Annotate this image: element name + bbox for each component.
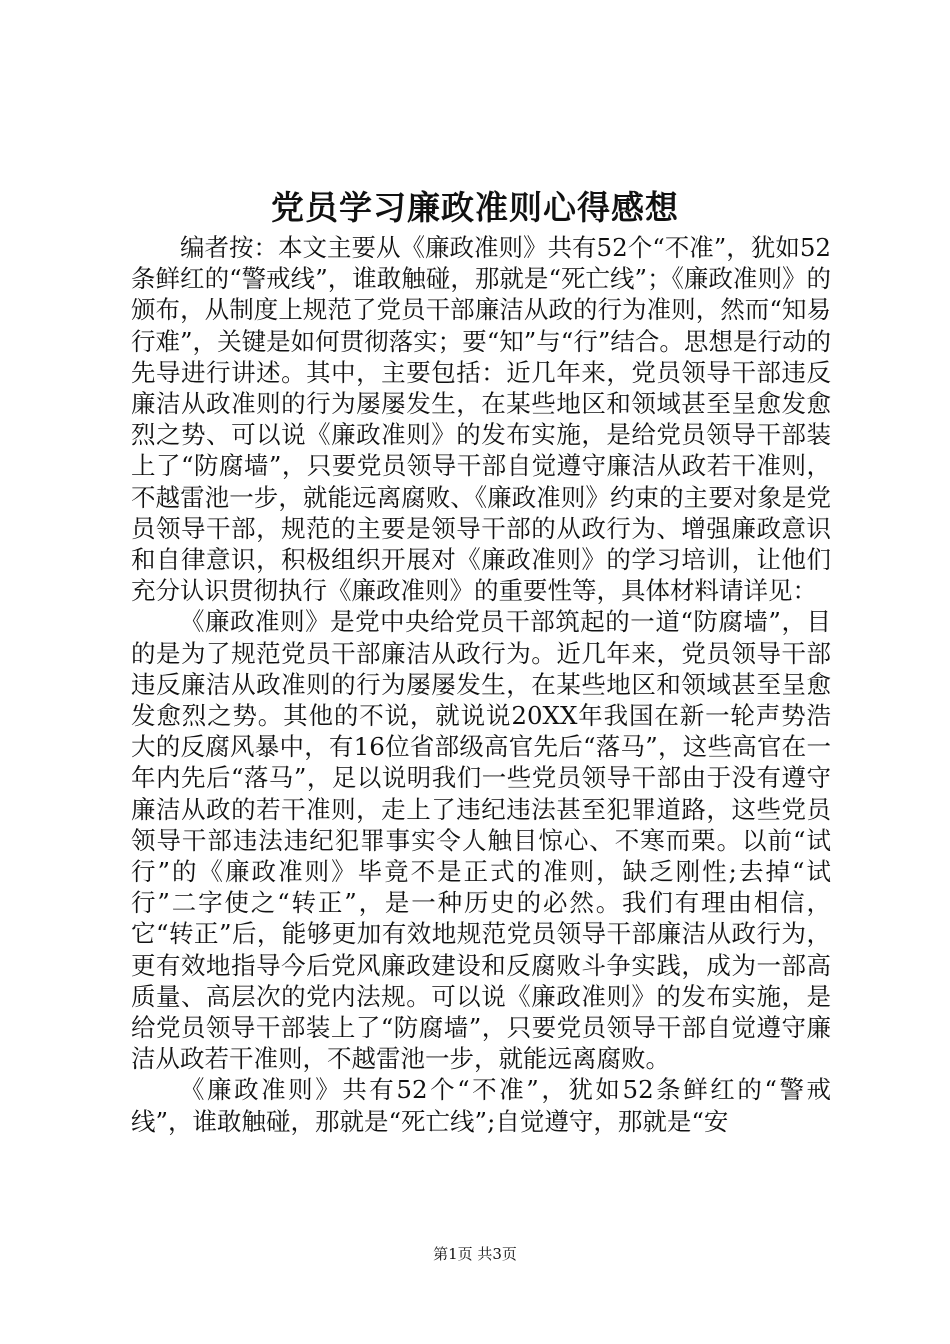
document-title: 党员学习廉政准则心得感想 [271, 188, 679, 227]
page-footer: 第1页 共3页 [433, 1245, 517, 1263]
paragraph-editor-note: 编者按：本文主要从《廉政准则》共有52个“不准”，犹如52条鲜红的“警戒线”，谁敢触碰，那就是“死亡线”；《廉政准则》的颁布，从制度上规范了党员干部廉洁从政的行为准则，然而“知易行难”，关键是如何贯彻落实；要“知”与“行”结合。思想是行动的先导进行讲述。其中，主要包括：近几年来，党员领导干部违反廉洁从政准则的行为屡屡发生，在某些地区和领域甚至呈愈发愈烈之势、可以说《廉政准则》的发布实施，是给党员领导干部装上了“防腐墙”，只要党员领导干部自觉遵守廉洁从政若干准则，不越雷池一步，就能远离腐败、《廉政准则》约束的主要对象是党员领导干部，规范的主要是领导干部的从政行为、增强廉政意识和自律意识，积极组织开展对《廉政准则》的学习培训，让他们充分认识贯彻执行《廉政准则》的重要性等，具体材料请详见： [131, 233, 831, 606]
paragraph-anti-corruption-wall: 《廉政准则》是党中央给党员干部筑起的一道“防腐墙”，目的是为了规范党员干部廉洁从政行为。近几年来，党员领导干部违反廉洁从政准则的行为屡屡发生，在某些地区和领域甚至呈愈发愈烈之势。其他的不说，就说说20XX年我国在新一轮声势浩大的反腐风暴中，有16位省部级高官先后“落马”，这些高官在一年内先后“落马”，足以说明我们一些党员领导干部由于没有遵守廉洁从政的若干准则，走上了违纪违法甚至犯罪道路，这些党员领导干部违法违纪犯罪事实令人触目惊心、不寒而栗。以前“试行”的《廉政准则》毕竟不是正式的准则，缺乏刚性;去掉“试行”二字使之“转正”，是一种历史的必然。我们有理由相信，它“转正”后，能够更加有效地规范党员领导干部廉洁从政行为，更有效地指导今后党风廉政建设和反腐败斗争实践，成为一部高质量、高层次的党内法规。可以说《廉政准则》的发布实施，是给党员领导干部装上了“防腐墙”，只要党员领导干部自觉遵守廉洁从政若干准则，不越雷池一步，就能远离腐败。 [131, 607, 831, 1074]
paragraph-52-rules: 《廉政准则》共有52个“不准”，犹如52条鲜红的“警戒线”，谁敢触碰，那就是“死亡线”;自觉遵守，那就是“安 [131, 1075, 831, 1136]
document-body [131, 232, 831, 1137]
